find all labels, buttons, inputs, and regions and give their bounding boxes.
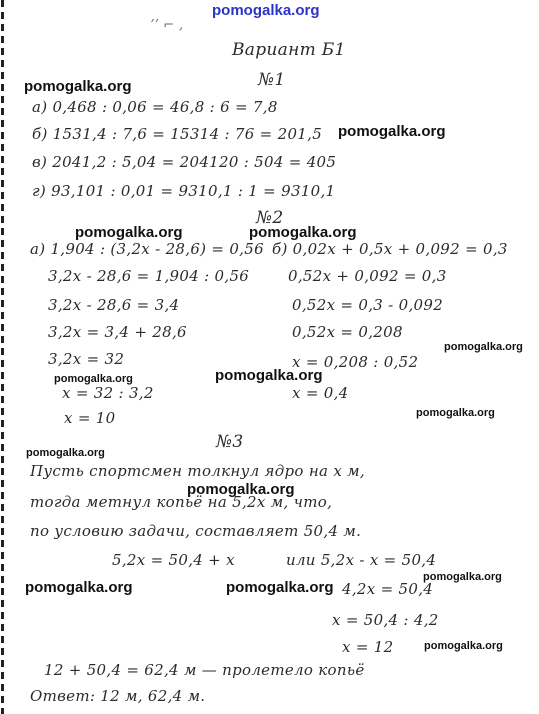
watermark: pomogalka.org [25,579,133,596]
header-scribble: ʼʼ ⌐ ‚ [150,18,184,33]
variant-title: Вариант Б1 [232,40,346,60]
notebook-margin-border [1,0,4,714]
task3-step-3: x = 12 [342,638,394,656]
task1-line-c: в) 2041,2 : 5,04 = 204120 : 504 = 405 [32,153,337,171]
task1-line-b: б) 1531,4 : 7,6 = 15314 : 76 = 201,5 [32,125,323,143]
watermark: pomogalka.org [75,224,183,241]
watermark-top: pomogalka.org [212,2,320,19]
watermark: pomogalka.org [424,640,503,652]
task2-left-line-6: x = 32 : 3,2 [62,384,154,402]
task3-text-line-1: Пусть спортсмен толкнул ядро на x м, [30,462,365,480]
watermark: pomogalka.org [24,78,132,95]
task2-left-line-2: 3,2x - 28,6 = 1,904 : 0,56 [48,267,250,285]
task3-equation-alt: или 5,2x - x = 50,4 [286,551,437,569]
task3-answer: Ответ: 12 м, 62,4 м. [30,687,206,705]
task3-text-line-3: по условию задачи, составляет 50,4 м. [30,522,362,540]
watermark: pomogalka.org [416,407,495,419]
task2-right-line-4: 0,52x = 0,208 [292,323,403,341]
task1-line-a: а) 0,468 : 0,06 = 46,8 : 6 = 7,8 [32,98,278,116]
task3-step-1: 4,2x = 50,4 [342,580,434,598]
task2-left-line-4: 3,2x = 3,4 + 28,6 [48,323,187,341]
task2-right-line-6: x = 0,4 [292,384,349,402]
watermark: pomogalka.org [338,123,446,140]
task2-left-line-1: а) 1,904 : (3,2x - 28,6) = 0,56 [30,240,264,258]
task2-left-line-3: 3,2x - 28,6 = 3,4 [48,296,180,314]
task3-text-line-2: тогда метнул копьё на 5,2x м, что, [30,493,333,511]
watermark: pomogalka.org [226,579,334,596]
task1-heading: №1 [258,70,286,90]
watermark: pomogalka.org [423,571,502,583]
task1-line-d: г) 93,101 : 0,01 = 9310,1 : 1 = 9310,1 [32,182,336,200]
watermark: pomogalka.org [215,367,323,384]
task2-heading: №2 [256,208,284,228]
task2-left-line-5: 3,2x = 32 [48,350,125,368]
task3-equation: 5,2x = 50,4 + x [112,551,235,569]
task3-result: 12 + 50,4 = 62,4 м — пролетело копьё [44,661,365,679]
watermark: pomogalka.org [26,447,105,459]
task2-right-line-5: x = 0,208 : 0,52 [292,353,419,371]
watermark: pomogalka.org [249,224,357,241]
watermark: pomogalka.org [54,373,133,385]
watermark: pomogalka.org [187,481,295,498]
task3-step-2: x = 50,4 : 4,2 [332,611,439,629]
task2-right-line-2: 0,52x + 0,092 = 0,3 [288,267,447,285]
task2-right-line-1: б) 0,02x + 0,5x + 0,092 = 0,3 [272,240,508,258]
task2-left-line-7: x = 10 [64,409,116,427]
task2-right-line-3: 0,52x = 0,3 - 0,092 [292,296,444,314]
watermark: pomogalka.org [444,341,523,353]
task3-heading: №3 [216,432,244,452]
